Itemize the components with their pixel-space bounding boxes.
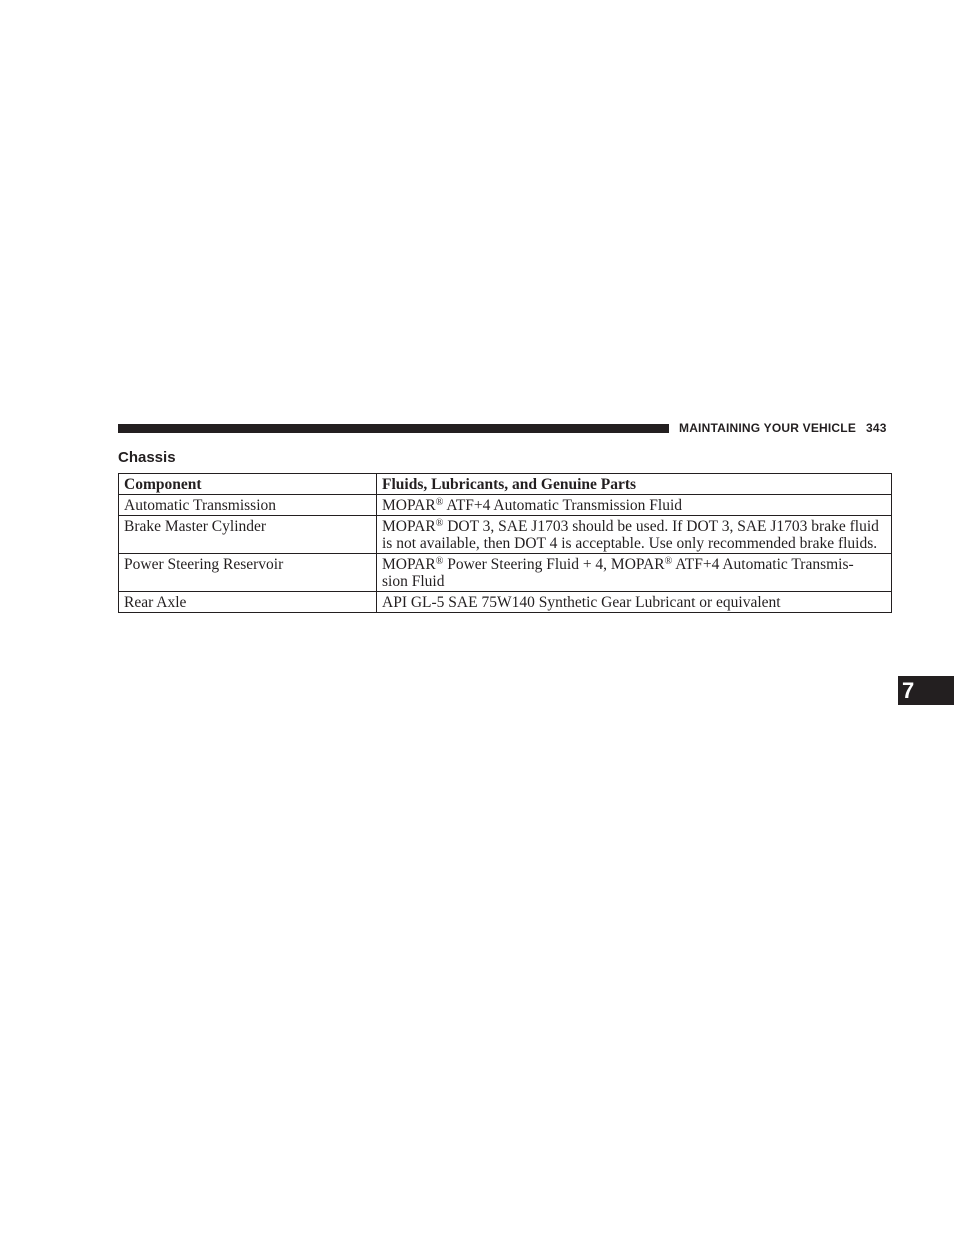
fluid-cell: MOPAR® DOT 3, SAE J1703 should be used. If DOT 3, SAE J1703 brake fluid is not available, then DOT 4 is acceptable. Use only recommended brake fluids. bbox=[377, 516, 892, 554]
table-row bbox=[119, 592, 892, 613]
table-row bbox=[119, 554, 892, 592]
running-header bbox=[679, 421, 887, 435]
chapter-tab: 7 bbox=[898, 676, 954, 705]
table-row bbox=[119, 495, 892, 516]
component-cell: Power Steering Reservoir bbox=[119, 554, 377, 592]
fluid-cell: MOPAR® Power Steering Fluid + 4, MOPAR® ATF+4 Automatic Transmis- sion Fluid bbox=[377, 554, 892, 592]
fluids-table bbox=[118, 473, 892, 613]
table-body bbox=[119, 495, 892, 613]
fluid-cell: MOPAR® ATF+4 Automatic Transmission Fluid bbox=[377, 495, 892, 516]
page-number: 343 bbox=[866, 421, 887, 435]
component-cell: Rear Axle bbox=[119, 592, 377, 613]
header-rule bbox=[118, 424, 669, 433]
component-cell: Automatic Transmission bbox=[119, 495, 377, 516]
column-header-component: Component bbox=[119, 474, 377, 495]
component-cell: Brake Master Cylinder bbox=[119, 516, 377, 554]
header-section-title: MAINTAINING YOUR VEHICLE bbox=[679, 421, 857, 435]
table-row bbox=[119, 516, 892, 554]
column-header-fluids: Fluids, Lubricants, and Genuine Parts bbox=[377, 474, 892, 495]
fluid-cell: API GL-5 SAE 75W140 Synthetic Gear Lubricant or equivalent bbox=[377, 592, 892, 613]
section-title: Chassis bbox=[118, 449, 176, 466]
table-header-row bbox=[119, 474, 892, 495]
